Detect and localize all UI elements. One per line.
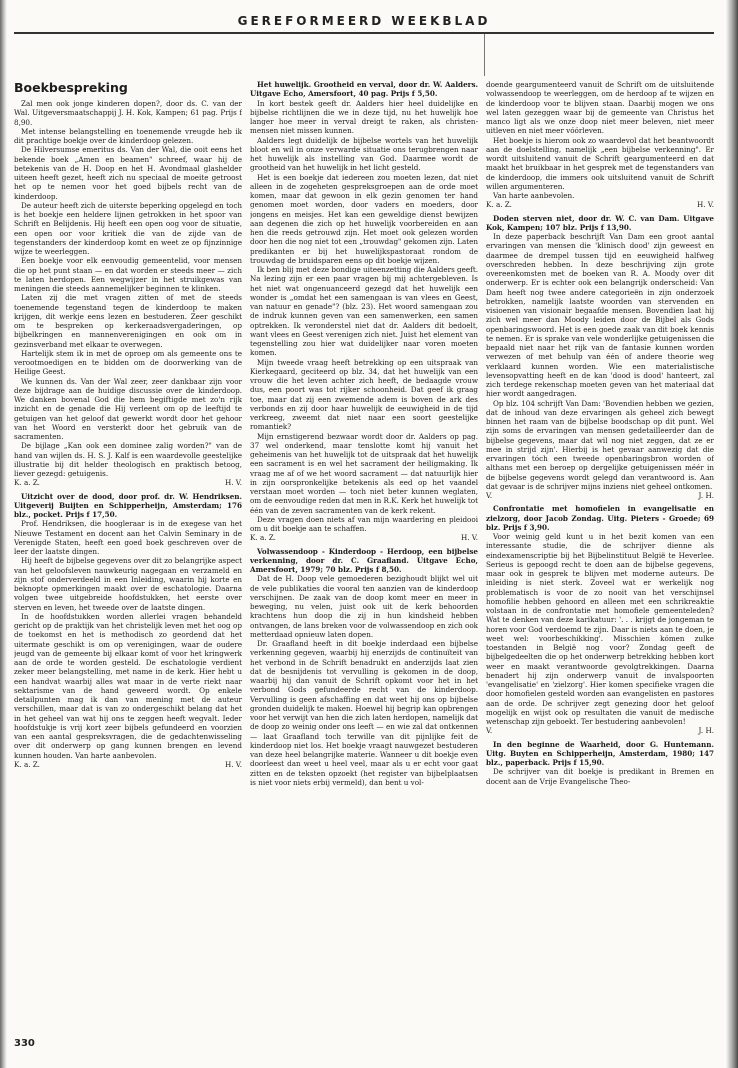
signature-left: K. a. Z.	[486, 200, 512, 210]
review-paragraph: Met intense belangstelling en toenemende vreugde heb ik dit prachtige boekje over de kinderdoop gelezen.	[14, 126, 242, 145]
review-1	[14, 99, 242, 488]
review-heading	[14, 99, 242, 127]
review-paragraph: In de hoofdstukken worden allerlei vragen behandeld gericht op de praktijk van het christelijk leven met het oog op de toekomst en het is methodisch zo geordend dat het uitermate geschikt is om op verenigingen, waar de oudere jeugd van de gemeente bij elkaar komt of voor het kringwerk aan de orde te worden gesteld. De eschatologie verdient zeker meer belangstelling, met name in de kerk. Hier hebt u een handvat waarbij alles wat maar in de verte riekt naar sektarisme van de hand geweerd wordt. Op enkele detailpunten mag ik dan van mening met de auteur verschillen, maar dat is van zo ondergeschikt belang dat het in het geheel van wat hij ons te zeggen heeft wegvalt. Ieder hoofdstukje is vrij kort zeer bijbels gefundeerd en voorzien van een aantal gespreksvragen, die de gedachtenwisseling over dit onderwerp op gang kunnen brengen en levend kunnen houden. Van harte aanbevolen.	[14, 611, 242, 760]
review-paragraph: De bijlage „Kan ook een dominee zalig worden?" van de hand van wijlen ds. H. S. J. Kalf is een waardevolle geestelijke illustratie bij dit helder theologisch en praktisch betoog, liever gezegd: getuigenis.	[14, 441, 242, 478]
review-signature	[14, 478, 242, 487]
section-heading: Boekbespreking	[14, 80, 128, 95]
review-paragraph: Dat de H. Doop vele gemoederen bezighoudt blijkt wel uit de vele publikaties die vooral ten aanzien van de kinderdoop verschijnen. De zaak van de doop komt meer en meer in beweging, nu velen, juist ook uit de kerk behoorden krachtens hun doop die zij in hun kindsheid hebben ontvangen, de lans breken voor de volwassendoop en zich ook metterdaad opnieuw laten dopen.	[250, 574, 478, 639]
review-5	[486, 214, 714, 501]
review-paragraph: Van harte aanbevolen.	[493, 191, 575, 200]
signature-left: K. a. Z.	[14, 478, 40, 488]
review-paragraph: Voor weinig geld kunt u in het bezit komen van een interessante studie, die de schrijver dienne als eindexamenscriptie bij het Bijbelinstituut België te Heverlee. Serieus is gepoogd recht te doen aan de bijbelse gegevens, maar ook in gesprek te blijven met moderne auteurs. De inleiding is niet sterk. Zoveel wat er werkelijk nog problematisch is voor de zo nooit van het verschijnsel homofilie hebben gehoord en alleen met een schrikreaktie volstaan in de confrontatie met homofiele gemeenteleden? Wat te denken van deze karikatuur: '. . . krijgt de jongeman te horen voor God verdoemd te zijn. Daar is niets aan te doen, je weet wel: voorbeschikking'. Misschien kómen zulke toestanden in België nog voor? Zondag geeft de bijbelgedeelten die op het onderwerp betrekking hebben kort weer en maakt verantwoorde gevolgtrekkingen. Daarna benadert hij zijn onderwerp vanuit de invalspoorten 'evangelisatie' en 'zielzorg'. Hier komen specifieke vragen die door homofielen gesteld worden aan evangelisten en pastores aan de orde. De schrijver zegt genezing door het geloof mogelijk en wijst ook op resultaten die vanuit de medische wetenschap zijn geboekt. Ter bestudering aanbevolen!	[486, 532, 714, 726]
review-signature	[486, 200, 714, 209]
page-number: 330	[14, 1038, 35, 1049]
masthead	[14, 14, 714, 76]
signature-right: H. V.	[224, 478, 242, 488]
signature-left: K. a. Z.	[14, 759, 40, 769]
review-paragraph: Mijn tweede vraag heeft betrekking op een uitspraak van Kierkegaard, geciteerd op blz. 34, dat het huwelijk van een vrouw die het leven achter zich heeft, de bedaagde vrouw dus, een poort was tot rijker schoonheid. Dat geef ik graag toe, maar dat zij een zwemende adem is boven de ark des verbonds en zij door haar huwelijk de eeuwigheid in de tijd verkreeg, zweemt dat niet naar een soort geestelijke romantiek?	[250, 357, 478, 432]
review-paragraph: doende geargumenteerd vanuit de Schrift om de uitsluitende volwassendoop te weerleggen, om de herdoop af te wijzen en de kinderdoop voor te blijven staan. Daarbij mogen we ons wel laten gezeggen waar bij de gemeente van Christus het manco ligt als we onze doop niet meer beleven, niet meer uitleven en niet meer vóórleven.	[486, 80, 714, 136]
review-paragraph: Laten zij die met vragen zitten of met de steeds toenemende tegenstand tegen de kinderdoop te maken krijgen, dit werkje eens lezen en bestuderen. Zeer geschikt om te bespreken op kerkeraadsvergaderingen, op bijbelkringen en mannenverenigingen en ook om in gezinsverband met elkaar te overwegen.	[14, 293, 242, 349]
review-paragraph: De schrijver van dit boekje is predikant in Bremen en docent aan de Vrije Evangelische Theo-	[486, 767, 714, 786]
signature-right: H. V.	[460, 533, 478, 543]
signature-left: V.	[486, 491, 493, 500]
review-paragraph: Mijn ernstigerend bezwaar wordt door dr. Aalders op pag. 37 wel onderkend, maar tenslotte komt hij vanuit het geheimenis van het huwelijk tot de uitspraak dat het huwelijk een sacrament is en wel het sacrament der heiligmaking. Ik vraag me af of we het woord sacrament — dat natuurlijk hier in zijn oorspronkelijke betekenis als eed op het vaandel verstaan moet worden — toch niet beter kunnen weglaten, om de eenvoudige reden dat men in R.K. Kerk het huwelijk tot één van de zeven sacramenten van de kerk rekent.	[250, 431, 478, 515]
review-title: Confrontatie met homofielen in evangelisatie en zielzorg, door Jacob Zondag. Uitg. Pieters - Groede; 69 blz. Prijs f 3,90.	[486, 504, 714, 532]
page-edge-shadow	[726, 0, 738, 1068]
review-title: Het huwelijk. Grootheid en verval, door dr. W. Aalders. Uitgave Echo, Amersfoort, 40 pag. Prijs f 5,50.	[250, 80, 478, 99]
review-2	[14, 492, 242, 770]
review-paragraph: We kunnen ds. Van der Wal zeer, zeer dankbaar zijn voor deze bijdrage aan de huidige discussie over de kinderdoop. We danken bovenal God die hem begiftigde met zo'n rijk inzicht en de genade die Hij verleent om op de leeftijd te getuigen van het geloof dat gewerkt wordt door het gehoor van het Woord en versterkt door het gebruik van de sacramenten.	[14, 376, 242, 441]
review-title: Zal men ook jonge kinderen dopen?, door ds. C. van der Wal. Uitgeversmaatschappij J. H. Kok, Kampen; 61 pag. Prijs f 8,90.	[14, 99, 242, 127]
review-3	[250, 80, 478, 543]
review-paragraph: Ik ben blij met deze bondige uiteenzetting die Aalders geeft. Na lezing zijn er een paar vragen bij mij achtergebleven. Is het niet wat ongenuanceerd gezegd dat het huwelijk een wonder is „omdat het een samengaan is van vlees en Geest, van natuur en genade"? (blz. 23). Het woord samengaan zou de indruk kunnen geven van een samenwerken, een samen optrekken. Ik veronderstel niet dat dr. Aalders dit bedoelt, want vlees en Geest verenigen zich niet. Juist het element van tegenstelling zou hier wat duidelijker naar voren moeten komen.	[250, 265, 478, 358]
review-title: Volwassendoop - Kinderdoop - Herdoop, een bijbelse verkenning, door dr. C. Graafland. Uitgave Echo, Amersfoort, 1979; 70 blz. Prijs f 8,50.	[250, 546, 478, 574]
review-title: In den beginne de Waarheid, door G. Huntemann. Uitg. Buyten en Schipperheijn, Amsterdam, 1980; 147 blz., paperback. Prijs f 15,90.	[486, 739, 714, 767]
review-paragraph: Het is een boekje dat iedereen zou moeten lezen, dat niet alleen in de zogeheten gespreksgroepen aan de orde moet komen, maar dat gewoon in elk gezin genomen ter hand genomen moet worden, door vaders en moeders, door jongens en meisjes. Het kan een geweldige dienst bewijzen aan degenen die zich op het huwelijk voorbereiden en aan hen die reeds getrouwd zijn. Het moet ook gelezen worden door hen die nog niet tot een „trouwdag" gekomen zijn. Laten predikanten er bij het huwelijkspastoraat rondom de trouwdag de bruidsparen eens op dit boekje wijzen.	[250, 172, 478, 265]
review-paragraph: Een boekje voor elk eenvoudig gemeentelid, voor mensen die op het punt staan — en dat worden er steeds meer — zich te laten herdopen. Een wegwijzer in het struikgewas van meningen die steeds aannemelijker beginnen te klinken.	[14, 256, 242, 293]
signature-right: H. V.	[224, 759, 242, 769]
review-heading	[486, 504, 714, 532]
review-signature	[250, 533, 478, 542]
review-4	[250, 547, 478, 788]
signature-right: J. H.	[698, 726, 714, 736]
masthead-rule	[14, 32, 714, 34]
column-3	[486, 80, 714, 1035]
review-4-continued	[486, 80, 714, 210]
review-paragraph: Aalders legt duidelijk de bijbelse wortels van het huwelijk bloot en wil in onze verwarde situatie ons terugbrengen naar het huwelijk als instelling van God. Daarmee wordt de grootheid van het huwelijk in het licht gesteld.	[250, 135, 478, 173]
review-paragraph: Op blz. 104 schrijft Van Dam: 'Bovendien hebben we gezien, dat de inhoud van deze ervaringen als geheel zich bewegt binnen het raam van de bijbelse boodschap op dit punt. Wel zijn soms de ervaringen van mensen gedetailleerder dan de bijbelse gegevens, maar dat wil nog niet zeggen, dat ze er mee in strijd zijn'. Hierbij is het gevaar aanwezig dat die ervaringen tóch een tweede openbaringsbron worden of althans met een beroep op dergelijke getuigenissen méér in de bijbelse gegevens wordt gelegd dan verantwoord is. Aan dat gevaar is de schrijver mijns inziens niet geheel ontkomen.	[486, 398, 714, 491]
column-1	[14, 80, 242, 1035]
signature-left: K. a. Z.	[250, 533, 276, 543]
review-paragraph: In kort bestek geeft dr. Aalders hier heel duidelijke en bijbelse richtlijnen die we in deze tijd, nu het huwelijk hoe langer hoe meer in verval dreigt te raken, als christen-mensen niet missen kunnen.	[250, 98, 478, 136]
review-heading	[250, 80, 478, 99]
review-signature	[486, 726, 714, 735]
review-heading	[486, 214, 714, 233]
review-title: Doden sterven niet, door dr. W. C. van Dam. Uitgave Kok, Kampen; 107 blz. Prijs f 13,90.	[486, 213, 714, 232]
review-paragraph: In deze paperback beschrijft Van Dam een groot aantal ervaringen van mensen die 'klinisch dood' zijn geweest en daarmee de drempel tussen tijd en eeuwigheid halfweg overschreden hebben. In deze beschrijving zijn grote overeenkomsten met de boeken van R. A. Moody over dit onderwerp. Er is echter ook een belangrijk onderscheid: Van Dam heeft nog twee andere categorieën in zijn onderzoek betrokken, namelijk laatste woorden van stervenden en visioenen van visionair begaafde mensen. Bovendien laat hij zich wel meer dan Moody leiden door de Bijbel als Gods openbaringswoord. Het is een goede zaak van dit boek kennis te nemen. Er is sprake van vele wonderlijke getuigenissen die bepaald niet naar het rijk van de fantasie kunnen worden verwezen of met behulp van één of andere theorie weg verklaard kunnen worden. Wie een materialistische levensopvatting heeft en de kan 'dood is dood' hanteert, zal zich terdege rekenschap moeten geven van het materiaal dat hier wordt aangedragen.	[486, 232, 714, 399]
review-paragraph: Het boekje is hierom ook zo waardevol dat het beantwoordt aan de doelstelling, namelijk „een bijbelse verkenning". Er wordt uitsluitend vanuit de Schrift geargumenteerd en dat maakt het bruikbaar in het gesprek met de tegenstanders van de kinderdoop, die immers ook uitsluitend vanuit de Schrift willen argumenteren.	[486, 135, 714, 191]
review-6	[486, 504, 714, 735]
review-paragraph: Dr. Graafland heeft in dit boekje inderdaad een bijbelse verkenning gegeven, waarbij hij enerzijds de continuïteit van het verbond in de Schrift benadrukt en anderzijds laat zien dat de besnijdenis tot vervulling is gekomen in de doop, waarbij hij dan vanuit de Schrift opkomt voor het in het verbond Gods gefundeerde recht van de kinderdoop. Vervulling is geen afschaffing en dat weet hij ons op bijbelse gronden duidelijk te maken. Hoewel hij begrip kan opbrengen voor het verwijt van hen die zich laten herdopen, namelijk dat de doop zo weinig onder ons leeft — en wie zal dat ontkennen — laat Graafland toch terwille van dit pijnlijke feit de kinderdoop niet los. Het boekje vraagt nauwgezet bestuderen van deze heel belangrijke materie. Wanneer u dit boekje even doorleest dan weet u heel veel, maar als u er echt voor gaat zitten en de teksten opzoekt (het register van bijbelplaatsen is niet voor niets erbij vermeld), dan bent u vol-	[250, 639, 478, 787]
review-signature	[486, 491, 714, 500]
signature-right: J. H.	[698, 491, 714, 500]
review-heading	[14, 492, 242, 520]
review-paragraph: Hij heeft de bijbelse gegevens over dit zo belangrijke aspect van het geloofsleven nauwkeurig nagegaan en verzameld en zijn stof onderverdeeld in een Inleiding, waarin hij korte en beknopte opmerkingen maakt over de eschatologie. Daarna volgen twee uitgebreide hoofdstukken, het eerste over sterven en leven, het tweede over de laatste dingen.	[14, 556, 242, 612]
review-paragraph: De Hilversumse emeritus ds. Van der Wal, die ooit eens het bekende boek „Amen en beamen" schreef, waar hij de betekenis van de H. Doop en het H. Avondmaal glashelder uiteen heeft gezet, heeft zich nu speciaal de moeite getroost het op te nemen voor het goed bijbels recht van de kinderdoop.	[14, 145, 242, 201]
review-paragraph: De auteur heeft zich de uiterste beperking opgelegd en toch is het boekje een heldere lijnen getrokken in het spoor van Schrift en Belijdenis. Hij heeft een open oog voor de situatie, een open oor voor kritiek die van de zijde van de tegenstanders der kinderdoop komt en weet ze op fijnzinnige wijze te weerleggen.	[14, 200, 242, 256]
masthead-title: GEREFORMEERD WEEKBLAD	[237, 14, 491, 28]
page-body	[14, 80, 714, 1035]
review-paragraph: Hartelijk stem ik in met de oproep om als gemeente ons te verootmoedigen en te bidden om de doorwerking van de Heilige Geest.	[14, 348, 242, 377]
review-heading	[486, 740, 714, 768]
signature-right: H. V.	[696, 200, 714, 210]
column-2	[250, 80, 478, 1035]
review-7	[486, 740, 714, 786]
review-heading	[250, 547, 478, 575]
column-divider	[484, 34, 485, 76]
review-paragraph: Prof. Hendriksen, die hoogleraar is in de exegese van het Nieuwe Testament en docent aan het Calvin Seminary in de Verenigde Staten, heeft een goed boek geschreven over de leer der laatste dingen.	[14, 519, 242, 556]
page-binding-shadow	[0, 0, 7, 1068]
review-signature	[14, 760, 242, 769]
review-paragraph: Deze vragen doen niets af van mijn waardering en pleidooi om u dit boekje aan te schaffen.	[250, 514, 478, 533]
review-title: Uitzicht over de dood, door prof. dr. W. Hendriksen. Uitgeverij Buijten en Schipperheijn, Amsterdam; 176 blz., pocket. Prijs f 17,50.	[14, 491, 242, 519]
signature-left: V.	[486, 726, 493, 736]
